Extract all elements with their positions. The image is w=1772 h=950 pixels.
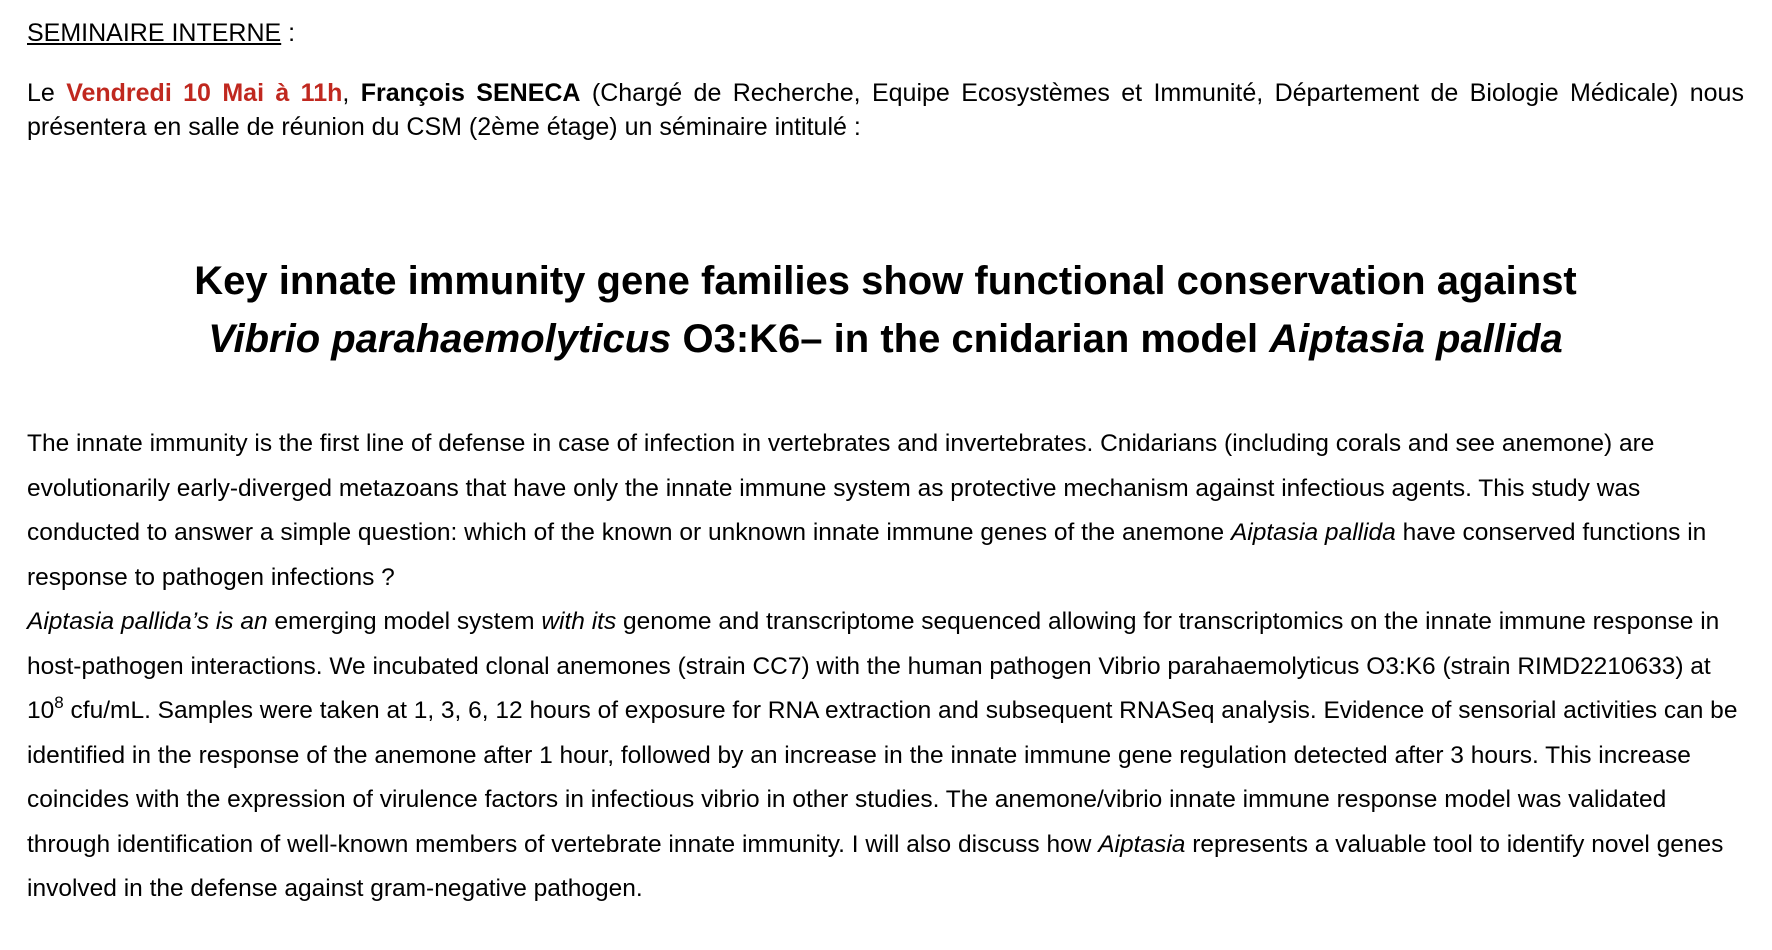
abstract-p1-text-b: have conserved functions in response to pathogen infections ? xyxy=(27,519,1707,591)
abstract-p2-italic-2: with its xyxy=(541,608,617,635)
title-line-2 xyxy=(27,310,1744,368)
intro-comma: , xyxy=(342,79,361,107)
title-middle: O3:K6– in the cnidarian model xyxy=(671,317,1270,361)
intro-details: (Chargé de Recherche, Equipe Ecosystèmes et Immunité, Département de Biologie Médicale) nous présentera en salle de réunion du CSM (2ème étage) un séminaire intitulé : xyxy=(27,79,1744,141)
speaker-name: François SENECA xyxy=(360,79,581,107)
abstract-paragraph-1 xyxy=(27,422,1747,600)
concentration-exponent: 8 xyxy=(54,693,64,712)
abstract-p1-species: Aiptasia pallida xyxy=(1230,519,1396,546)
intro-prefix: Le xyxy=(27,79,67,107)
title-species-aiptasia: Aiptasia pallida xyxy=(1269,317,1563,361)
title-line-1: Key innate immunity gene families show functional conservation against xyxy=(194,259,1577,303)
abstract-p2-text-a: emerging model system xyxy=(267,608,542,635)
title-species-vibrio: Vibrio parahaemolyticus xyxy=(208,317,672,361)
seminar-abstract xyxy=(27,422,1747,912)
seminar-intro xyxy=(27,76,1744,144)
abstract-p2-text-b: genome and transcriptome sequenced allowing for transcriptomics on the innate immune response in host-pathogen interactions. We incubated clonal anemones (strain CC7) with the human pathogen Vibrio parahaemolyticus O3:K6 (strain RIMD2210633) at 10 xyxy=(27,608,1720,724)
seminar-heading-colon: : xyxy=(281,19,296,47)
seminar-date: Vendredi 10 Mai à 11h xyxy=(66,79,343,107)
abstract-p2-italic-1: Aiptasia pallida’s is an xyxy=(27,608,268,635)
abstract-p2-species: Aiptasia xyxy=(1098,830,1186,858)
seminar-title xyxy=(27,252,1744,368)
abstract-p2-text-c: cfu/mL. Samples were taken at 1, 3, 6, 12 hours of exposure for RNA extraction and subsequent RNASeq analysis. Evidence of sensorial activities can be identified in the response of the anemone after 1 hour, followed by an increase in the innate immune gene regulation detected after 3 hours. This increase coincides with the expression of virulence factors in infectious vibrio in other studies. The anemone/vibrio innate immune response model was validated through identification of well-known members of vertebrate innate immunity. I will also discuss how xyxy=(27,697,1738,858)
abstract-paragraph-2 xyxy=(27,600,1747,912)
abstract-p2-text-d: represents a valuable tool to identify novel genes involved in the defense against gram-negative pathogen. xyxy=(27,830,1724,902)
seminar-heading xyxy=(27,16,1744,50)
seminar-heading-label: SEMINAIRE INTERNE xyxy=(27,19,282,47)
abstract-p1-text-a: The innate immunity is the first line of defense in case of infection in vertebrates and invertebrates. Cnidarians (including corals and see anemone) are evolutionarily early-diverged metazoans that have only the innate immune system as protective mechanism against infectious agents. This study was conducted to answer a simple question: which of the known or unknown innate immune genes of the anemone xyxy=(27,430,1655,546)
